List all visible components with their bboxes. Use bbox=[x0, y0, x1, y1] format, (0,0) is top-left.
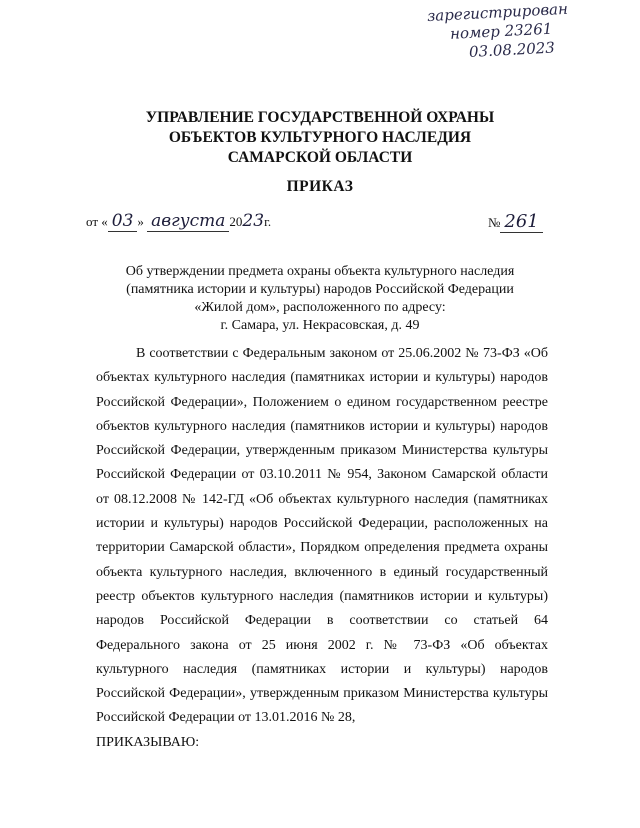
body-paragraph-text: В соответствии с Федеральным законом от 25.06.2002 № 73-ФЗ «Об объектах культурного наследия (памятниках истории и культуры) народов Российской Федерации», Положением о едином государственном реестре объектов культурного наследия (памятников истории и культуры) народов Российской Федерации, утвержденным приказом Министерства культуры Российской Федерации от 03.10.2011 № 954, Законом Самарской области от 08.12.2008 № 142-ГД «Об объектах культурного наследия (памятниках истории и культуры) народов Российской Федерации, расположенных на территории Самарской области», Порядком определения предмета охраны объекта культурного наследия, включенного в единый государственный реестр объектов культурного наследия (памятников истории и культуры) народов Российской Федерации в соответствии со статьей 64 Федерального закона от 25 июня 2002 г. № 73-ФЗ «Об объектах культурного наследия (памятниках истории и культуры) народов Российской Федерации», утвержденным приказом Министерства культуры Российской Федерации от 13.01.2016 № 28, bbox=[96, 346, 548, 726]
number-prefix: № bbox=[488, 215, 501, 230]
document-subject bbox=[0, 263, 640, 335]
date-year-prefix: 20 bbox=[229, 214, 243, 229]
subject-line-4: г. Самара, ул. Некрасовская, д. 49 bbox=[220, 318, 420, 333]
subject-line-1: Об утверждении предмета охраны объекта культурного наследия bbox=[125, 264, 515, 279]
subject-line-3: «Жилой дом», расположенного по адресу: bbox=[194, 300, 446, 315]
date-mid: » bbox=[137, 214, 144, 229]
document-type-title: ПРИКАЗ bbox=[286, 178, 354, 195]
decree-word: ПРИКАЗЫВАЮ: bbox=[96, 734, 200, 750]
organization-header bbox=[0, 108, 640, 168]
number-value: 261 bbox=[500, 211, 542, 233]
stamp-line-number: номер 23261 bbox=[449, 19, 553, 43]
subject-line-2: (памятника истории и культуры) народов Российской Федерации bbox=[126, 282, 514, 297]
order-number bbox=[488, 211, 543, 232]
date-month: августа bbox=[147, 211, 229, 232]
stamp-line-registered: зарегистрирован bbox=[426, 0, 569, 26]
registration-stamp bbox=[419, 0, 632, 64]
date-year-suffix: 23 bbox=[242, 211, 265, 231]
org-line-2: ОБЪЕКТОВ КУЛЬТУРНОГО НАСЛЕДИЯ bbox=[168, 129, 472, 146]
date-year-end: г. bbox=[264, 214, 272, 229]
body-paragraph bbox=[96, 342, 548, 755]
org-line-1: УПРАВЛЕНИЕ ГОСУДАРСТВЕННОЙ ОХРАНЫ bbox=[145, 109, 495, 126]
order-date bbox=[86, 211, 271, 231]
date-prefix: от « bbox=[86, 214, 108, 229]
stamp-line-date: 03.08.2023 bbox=[468, 38, 556, 61]
date-day: 03 bbox=[108, 211, 138, 232]
org-line-3: САМАРСКОЙ ОБЛАСТИ bbox=[227, 149, 413, 166]
